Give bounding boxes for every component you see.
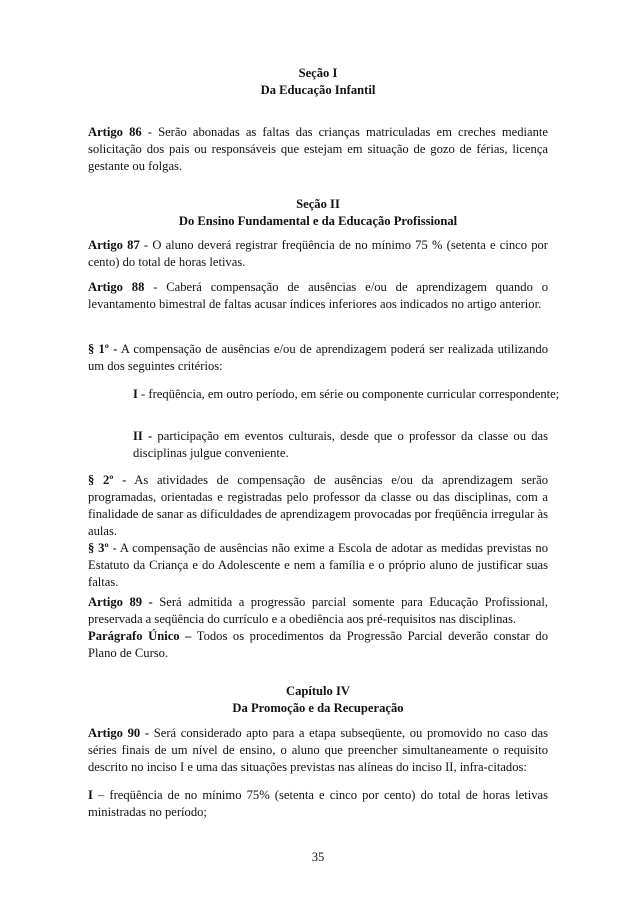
section-heading-1	[88, 65, 548, 99]
paragraph-3	[88, 540, 548, 591]
chapter-title: Capítulo IV	[285, 684, 351, 698]
section-subtitle: Do Ensino Fundamental e da Educação Profissional	[178, 214, 458, 228]
section-title: Seção II	[296, 197, 340, 211]
item-text: participação em eventos culturais, desde que o professor da classe ou das disciplinas julgue conveniente.	[133, 429, 548, 460]
article-text: - O aluno deverá registrar freqüência de no mínimo 75 % (setenta e cinco por cento) do total de horas letivas.	[88, 238, 548, 269]
paragraph-2	[88, 472, 548, 540]
paragraph-1	[88, 341, 548, 375]
article-86	[88, 124, 548, 175]
paragraph-text: As atividades de compensação de ausências e/ou da aprendizagem serão programadas, orientadas e registradas pelo professor da classe ou das disciplinas, com a finalidade de sanar as dificuldades de aprendizagem provocadas por freqüência irregular às aulas.	[88, 473, 548, 538]
section-subtitle: Da Educação Infantil	[260, 83, 376, 97]
inciso-label: I	[88, 788, 93, 802]
criterion-item-2	[133, 428, 548, 462]
article-label: Artigo 86	[88, 125, 142, 139]
article-88	[88, 279, 548, 313]
article-text: Será admitida a progressão parcial somente para Educação Profissional, preservada a seqüência do currículo e a obediência aos pré-requisitos nas disciplinas.	[88, 595, 548, 626]
article-90	[88, 725, 548, 776]
article-text: Será considerado apto para a etapa subseqüente, ou promovido no caso das séries finais de um nível de ensino, o aluno que preencher simultaneamente o requisito descrito no inciso I e uma das situações previstas nas alíneas do inciso II, infra-citados:	[88, 726, 548, 774]
chapter-heading-4	[88, 683, 548, 717]
inciso-1	[88, 787, 548, 821]
page-number: 35	[311, 850, 325, 864]
chapter-subtitle: Da Promoção e da Recuperação	[232, 701, 404, 715]
criterion-item-1	[133, 386, 566, 403]
article-label: Artigo 90 -	[88, 726, 150, 740]
paragraph-label: § 1º -	[88, 342, 118, 356]
section-title: Seção I	[298, 66, 338, 80]
paragraph-text: Todos os procedimentos da Progressão Parcial deverão constar do Plano de Curso.	[88, 629, 548, 660]
article-text: - Serão abonadas as faltas das crianças matriculadas em creches mediante solicitação dos pais ou responsáveis que estejam em situação de gozo de férias, licença gestante ou folgas.	[88, 125, 548, 173]
item-label: I	[133, 387, 138, 401]
item-label: II -	[133, 429, 153, 443]
article-89	[88, 594, 548, 628]
article-text: - Caberá compensação de ausências e/ou de aprendizagem quando o levantamento bimestral de faltas acusar índices inferiores aos indicados no artigo anterior.	[88, 280, 548, 311]
article-label: Artigo 87	[88, 238, 140, 252]
item-text: - freqüência, em outro período, em série ou componente curricular correspondente;	[137, 387, 560, 401]
paragraph-label: § 3º	[88, 541, 109, 555]
paragraph-label: § 2º -	[88, 473, 127, 487]
inciso-text: – freqüência de no mínimo 75% (setenta e cinco por cento) do total de horas letivas ministradas no período;	[88, 788, 548, 819]
article-label: Artigo 89 -	[88, 595, 153, 609]
article-label: Artigo 88	[88, 280, 145, 294]
paragraph-label: Parágrafo Único –	[88, 629, 192, 643]
paragraph-text: A compensação de ausências e/ou de aprendizagem poderá ser realizada utilizando um dos seguintes critérios:	[88, 342, 548, 373]
section-heading-2	[88, 196, 548, 230]
article-87	[88, 237, 548, 271]
sole-paragraph	[88, 628, 548, 662]
paragraph-text: - A compensação de ausências não exime a Escola de adotar as medidas previstas no Estatuto da Criança e do Adolescente e nem a família e o próprio aluno de justificar suas faltas.	[88, 541, 548, 589]
